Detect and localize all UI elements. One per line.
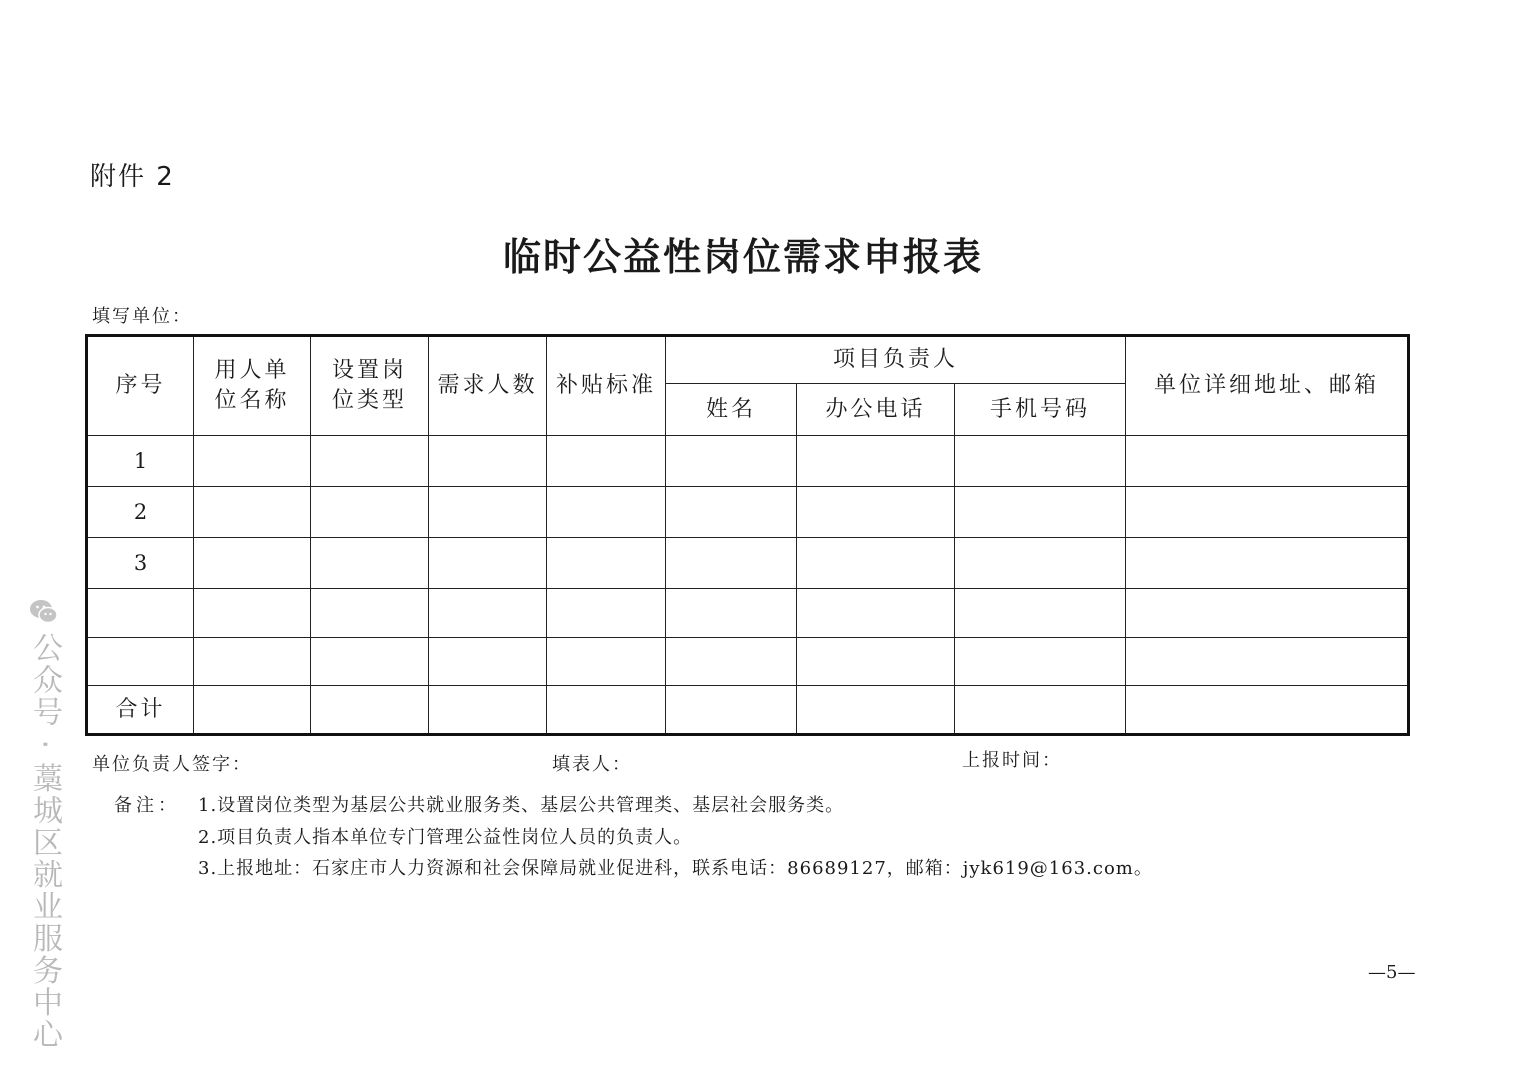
- page-title: 临时公益性岗位需求申报表: [502, 235, 983, 279]
- header-name: 姓名: [666, 384, 797, 436]
- demand-cell[interactable]: [429, 436, 547, 487]
- header-office-phone: 办公电话: [797, 384, 955, 436]
- fill-unit-label: 填写单位：: [92, 306, 192, 327]
- subsidy-cell[interactable]: [547, 589, 666, 638]
- application-table: [85, 334, 1410, 736]
- post-type-cell[interactable]: [311, 538, 429, 589]
- mobile-cell[interactable]: [955, 436, 1126, 487]
- watermark-text: 公众号 · 藁城区就业服务中心: [27, 632, 62, 1051]
- employer-cell[interactable]: [194, 436, 311, 487]
- name-cell[interactable]: [666, 538, 797, 589]
- office-phone-cell[interactable]: [797, 638, 955, 686]
- page-number: —5—: [1368, 962, 1416, 983]
- watermark: [24, 598, 64, 1059]
- header-seq: 序号: [87, 336, 194, 436]
- employer-cell[interactable]: [194, 638, 311, 686]
- row-seq: [87, 589, 194, 638]
- address-cell[interactable]: [1126, 487, 1409, 538]
- employer-cell[interactable]: [194, 686, 311, 735]
- subsidy-cell[interactable]: [547, 436, 666, 487]
- header-demand: 需求人数: [429, 336, 547, 436]
- post-type-cell[interactable]: [311, 589, 429, 638]
- office-phone-cell[interactable]: [797, 589, 955, 638]
- demand-cell[interactable]: [429, 686, 547, 735]
- address-cell[interactable]: [1126, 638, 1409, 686]
- employer-cell[interactable]: [194, 538, 311, 589]
- table-row: [87, 589, 1409, 638]
- name-cell[interactable]: [666, 589, 797, 638]
- subsidy-cell[interactable]: [547, 686, 666, 735]
- row-seq: [87, 638, 194, 686]
- note-item: 2.项目负责人指本单位专门管理公益性岗位人员的负责人。: [198, 827, 693, 848]
- address-cell[interactable]: [1126, 538, 1409, 589]
- address-cell[interactable]: [1126, 436, 1409, 487]
- office-phone-cell[interactable]: [797, 686, 955, 735]
- address-cell[interactable]: [1126, 686, 1409, 735]
- name-cell[interactable]: [666, 436, 797, 487]
- total-row: [87, 686, 1409, 735]
- employer-cell[interactable]: [194, 589, 311, 638]
- table-row: [87, 638, 1409, 686]
- header-post-type: 设置岗位类型: [311, 336, 429, 436]
- subsidy-cell[interactable]: [547, 538, 666, 589]
- unit-lead-signature-label: 单位负责人签字：: [92, 754, 252, 775]
- demand-cell[interactable]: [429, 589, 547, 638]
- table-row: [87, 487, 1409, 538]
- mobile-cell[interactable]: [955, 487, 1126, 538]
- wechat-icon: [29, 598, 59, 626]
- header-employer: 用人单位名称: [194, 336, 311, 436]
- note-item: 1.设置岗位类型为基层公共就业服务类、基层公共管理类、基层社会服务类。: [198, 795, 845, 816]
- table-row: [87, 538, 1409, 589]
- post-type-cell[interactable]: [311, 638, 429, 686]
- mobile-cell[interactable]: [955, 589, 1126, 638]
- office-phone-cell[interactable]: [797, 487, 955, 538]
- subsidy-cell[interactable]: [547, 487, 666, 538]
- header-mobile: 手机号码: [955, 384, 1126, 436]
- address-cell[interactable]: [1126, 589, 1409, 638]
- header-subsidy: 补贴标准: [547, 336, 666, 436]
- mobile-cell[interactable]: [955, 538, 1126, 589]
- subsidy-cell[interactable]: [547, 638, 666, 686]
- row-seq: 3: [87, 538, 194, 589]
- header-project-lead: 项目负责人: [666, 336, 1126, 384]
- report-time-label: 上报时间：: [962, 750, 1062, 771]
- name-cell[interactable]: [666, 638, 797, 686]
- note-item: 3.上报地址：石家庄市人力资源和社会保障局就业促进科，联系电话：86689127，邮箱：jyk619@163.com。: [198, 858, 1153, 879]
- name-cell[interactable]: [666, 487, 797, 538]
- employer-cell[interactable]: [194, 487, 311, 538]
- header-address: 单位详细地址、邮箱: [1126, 336, 1409, 436]
- notes-label: 备注：: [114, 795, 180, 816]
- mobile-cell[interactable]: [955, 638, 1126, 686]
- name-cell[interactable]: [666, 686, 797, 735]
- demand-cell[interactable]: [429, 538, 547, 589]
- office-phone-cell[interactable]: [797, 538, 955, 589]
- row-seq: 2: [87, 487, 194, 538]
- total-label: 合计: [87, 686, 194, 735]
- row-seq: 1: [87, 436, 194, 487]
- filler-label: 填表人：: [552, 754, 632, 775]
- mobile-cell[interactable]: [955, 686, 1126, 735]
- demand-cell[interactable]: [429, 487, 547, 538]
- office-phone-cell[interactable]: [797, 436, 955, 487]
- post-type-cell[interactable]: [311, 436, 429, 487]
- demand-cell[interactable]: [429, 638, 547, 686]
- attachment-label: 附件 2: [90, 162, 175, 192]
- post-type-cell[interactable]: [311, 686, 429, 735]
- table-row: [87, 436, 1409, 487]
- post-type-cell[interactable]: [311, 487, 429, 538]
